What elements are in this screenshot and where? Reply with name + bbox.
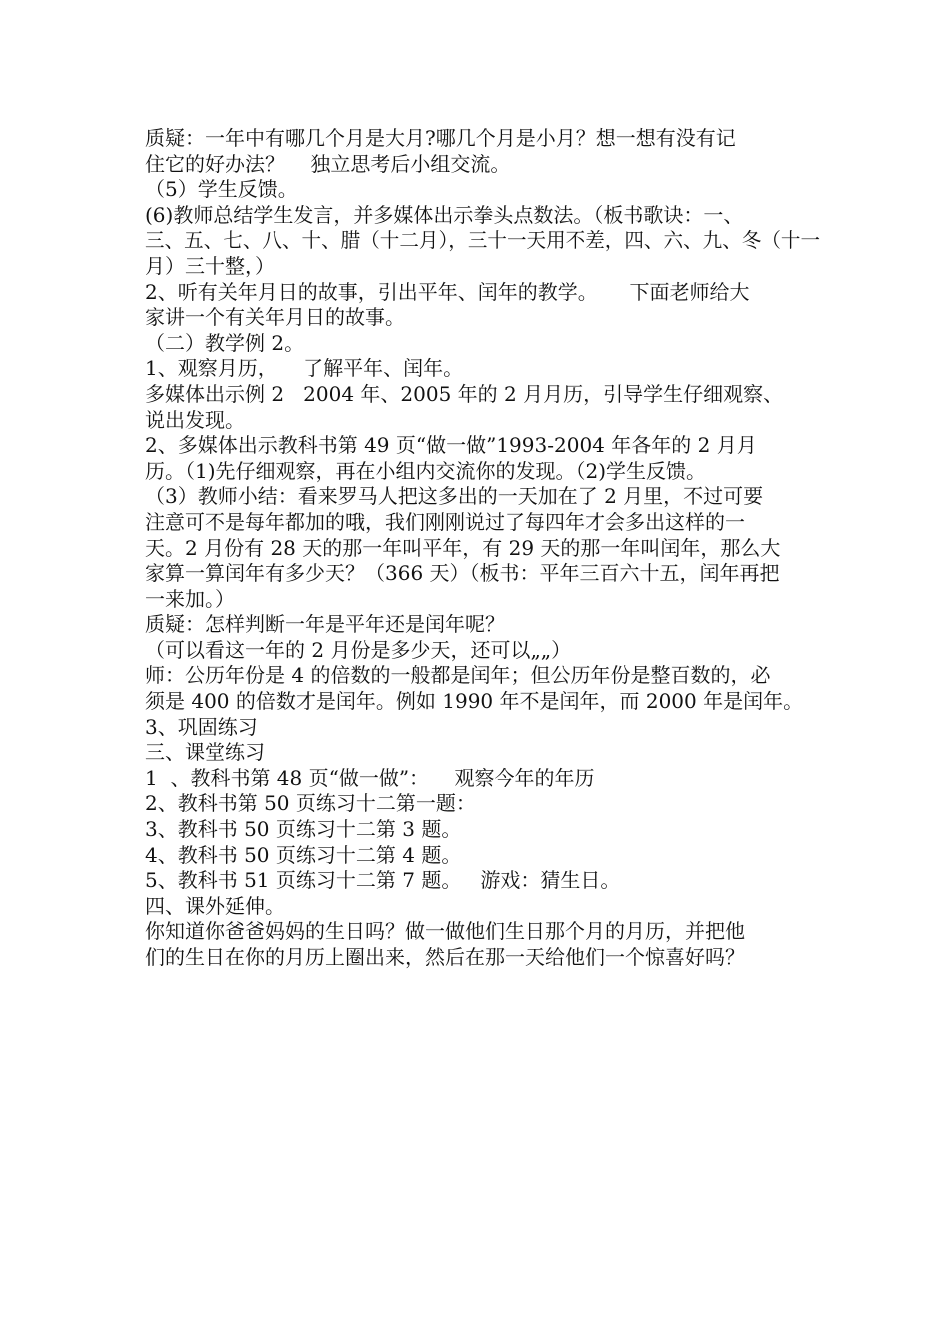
text-line: 多媒体出示例 2 2004 年、2005 年的 2 月月历，引导学生仔细观察、 (145, 381, 784, 406)
text-line: 历。（1)先仔细观察，再在小组内交流你的发现。（2)学生反馈。 (145, 458, 707, 483)
text-line: 家讲一个有关年月日的故事。 (145, 305, 405, 330)
text-line: 师：公历年份是 4 的倍数的一般都是闰年；但公历年份是整百数的，必 (145, 663, 771, 688)
text-line: 1 、教科书第 48 页“做一做”： 观察今年的年历 (145, 765, 595, 790)
text-line: 4、教科书 50 页练习十二第 4 题。 (145, 842, 462, 867)
text-line: 1、观察月历， 了解平年、闰年。 (145, 356, 464, 381)
document-body (145, 126, 820, 971)
text-line: 三、课堂练习 (145, 740, 265, 765)
text-line: 3、教科书 50 页练习十二第 3 题。 (145, 817, 462, 842)
text-line: 说出发现。 (145, 407, 245, 432)
text-line: (6)教师总结学生发言，并多媒体出示拳头点数法。（板书歌诀：一、 (145, 202, 744, 227)
text-line: 须是 400 的倍数才是闰年。例如 1990 年不是闰年，而 2000 年是闰年。 (145, 689, 804, 714)
text-line: （3）教师小结：看来罗马人把这多出的一天加在了 2 月里，不过可要 (145, 484, 764, 509)
text-line: 住它的好办法？ 独立思考后小组交流。 (145, 151, 511, 176)
text-line: 质疑：一年中有哪几个月是大月?哪几个月是小月？想一想有没有记 (145, 126, 736, 150)
text-line: （5）学生反馈。 (145, 177, 298, 202)
text-line: 天。2 月份有 28 天的那一年叫平年，有 29 天的那一年叫闰年，那么大 (145, 535, 781, 560)
text-line: 3、巩固练习 (145, 714, 258, 739)
text-line: 月）三十整，） (145, 253, 275, 278)
text-line: 2、多媒体出示教科书第 49 页“做一做”1993-2004 年各年的 2 月月 (145, 433, 757, 458)
text-line: 一来加。） (145, 586, 235, 611)
text-line: （可以看这一年的 2 月份是多少天，还可以„„） (145, 637, 572, 662)
text-line: 们的生日在你的月历上圈出来，然后在那一天给他们一个惊喜好吗？ (145, 945, 745, 969)
text-line: 三、五、七、八、十、腊（十二月），三十一天用不差，四、六、九、冬（十一 (145, 228, 821, 253)
text-line: 注意可不是每年都加的哦，我们刚刚说过了每四年才会多出这样的一 (145, 509, 745, 534)
text-line: （二）教学例 2。 (145, 330, 305, 355)
text-line: 家算一算闰年有多少天？（366 天）（板书：平年三百六十五，闰年再把 (145, 561, 780, 586)
text-line: 你知道你爸爸妈妈的生日吗？做一做他们生日那个月的月历，并把他 (145, 919, 745, 944)
text-line: 2、教科书第 50 页练习十二第一题： (145, 791, 476, 816)
text-line: 2、听有关年月日的故事，引出平年、闰年的教学。 下面老师给大 (145, 279, 750, 304)
text-line: 5、教科书 51 页练习十二第 7 题。 游戏：猜生日。 (145, 868, 621, 893)
text-line: 质疑：怎样判断一年是平年还是闰年呢？ (145, 612, 505, 637)
text-line: 四、课外延伸。 (145, 893, 285, 918)
